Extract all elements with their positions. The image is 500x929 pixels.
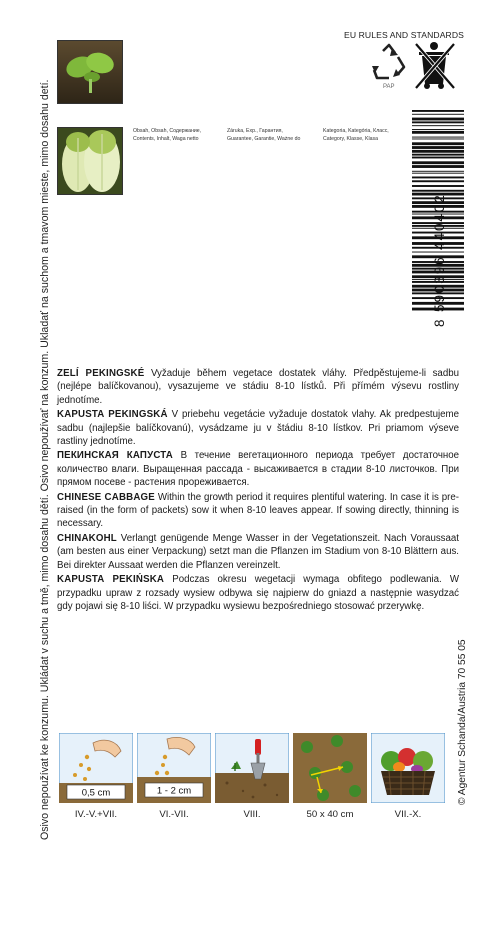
paragraph-russian bbox=[57, 449, 459, 489]
paragraph-title: KAPUSTA PEKIŃSKA bbox=[57, 574, 165, 586]
eu-rules-heading: EU RULES AND STANDARDS bbox=[344, 30, 464, 40]
sowing-period-label: IV.-V.+VII. bbox=[74, 809, 118, 820]
sowing-depth-measure: 0,5 cm bbox=[81, 787, 111, 799]
paragraph-text: Within the growth period it requires plentiful watering. In case it is pre-raised (in the form of packets) sow it when 8-10 leaves appear. If sowing directly, thinning is necessary. bbox=[57, 491, 460, 530]
category-label bbox=[323, 127, 389, 144]
paragraph-text: V priebehu vegetácie vyžaduje dostatok vlahy. Ak predpestujeme sadbu (najlepšie balíčkovanú), vysádzame ju v štádiu 8-10 lístkov. Pri priamom výseve rastliny jednotíme. bbox=[57, 409, 459, 448]
plant-spacing-icon bbox=[293, 733, 367, 803]
barcode-number: 8 590396 440402 bbox=[432, 193, 447, 327]
waste-bin-icon bbox=[414, 40, 456, 90]
harvest-period-label: VII.-X. bbox=[394, 809, 422, 820]
paragraph-title: KAPUSTA PEKINGSKÁ bbox=[57, 409, 168, 421]
transplant-period-label: VI.-VII. bbox=[159, 809, 189, 820]
category-label-line: Kategoria, Kategória, Класс, bbox=[323, 128, 389, 134]
paragraph-text: В течение вегетационного периода требует достаточное количество влаги. Выращенная рассада - высаживается в стадии 8-10 листочков. При прямом посеве - растения прореживается. bbox=[57, 450, 459, 489]
paragraph-english bbox=[57, 491, 459, 531]
description-block bbox=[57, 367, 459, 613]
contents-label-line: Contents, Inhalt, Waga netto bbox=[133, 136, 199, 143]
sowing-depth-icon bbox=[59, 733, 133, 803]
cabbage-photo bbox=[57, 127, 123, 195]
planting-period-label: VIII. bbox=[243, 809, 261, 820]
paragraph-title: CHINAKOHL bbox=[57, 532, 117, 544]
trowel-icon bbox=[215, 733, 289, 803]
paragraph-text: Vyžaduje během vegetace dostatek vláhy. Předpěstujeme-li sadbu (nejlépe balíčkovanou), vysazujeme ve stádiu 8-10 lístků. Při přímém výsevu rostliny jednotíme. bbox=[57, 368, 459, 406]
paragraph-title: ПЕКИНСКАЯ КАПУСТА bbox=[57, 450, 173, 462]
guarantee-label bbox=[227, 127, 300, 144]
category-label-line: Category, Klasse, Klasa bbox=[323, 136, 378, 143]
guarantee-label-line: Guarantee, Garantie, Ważne do bbox=[227, 136, 301, 143]
paragraph-title: CHINESE CABBAGE bbox=[57, 491, 155, 503]
spacing-label: 50 x 40 cm bbox=[306, 809, 354, 820]
paragraph-german bbox=[57, 532, 459, 572]
seed-spacing-icon bbox=[137, 733, 211, 803]
seed-spacing-measure: 1 - 2 cm bbox=[156, 785, 192, 797]
seedling-photo bbox=[57, 40, 123, 104]
paragraph-title: ZELÍ PEKINGSKÉ bbox=[57, 368, 145, 379]
recycle-icon bbox=[369, 42, 409, 84]
paragraph-czech bbox=[57, 367, 459, 407]
contents-label-line: Obsah, Obsah, Содержание, bbox=[133, 128, 202, 134]
harvest-basket-icon bbox=[371, 733, 445, 803]
paragraph-slovak bbox=[57, 408, 459, 448]
paragraph-text: Podczas okresu wegetacji wymaga obfitego podlewania. W przypadku upraw z rozsady wysiew odbywa się najpierw do gniazd a następnie wasydzać gdy pojawi się 8-10 liści. W przypadku wysiewu bezpośredniego stosować przerywkę. bbox=[57, 574, 460, 612]
guarantee-label-line: Záruka, Exp., Гарантия, bbox=[227, 128, 283, 134]
pap-label: PAP bbox=[383, 84, 395, 90]
paragraph-polish bbox=[57, 573, 459, 613]
paragraph-text: Verlangt genügende Menge Wasser in der Vegetationszeit. Nach Voraussaat (am besten aus einer Verpackung) setzt man die Pflanzen im Stadium von 8-10 Blättern aus. Bei direkter Aussaat werden die Pflanzen vereinzelt. bbox=[57, 532, 459, 571]
storage-note-vertical: Osivo nepoužívat ke konzumu. Ukládat v suchu a tmě, mimo dosahu dětí. Osivo nepoužívať na konzum. Ukladať na suchom a tmavom mieste, mimo dosahu detí. bbox=[39, 79, 51, 840]
contents-label bbox=[133, 127, 201, 144]
publisher-credit: © Agentur Schanda/Austria 70 55 05 bbox=[457, 639, 468, 805]
